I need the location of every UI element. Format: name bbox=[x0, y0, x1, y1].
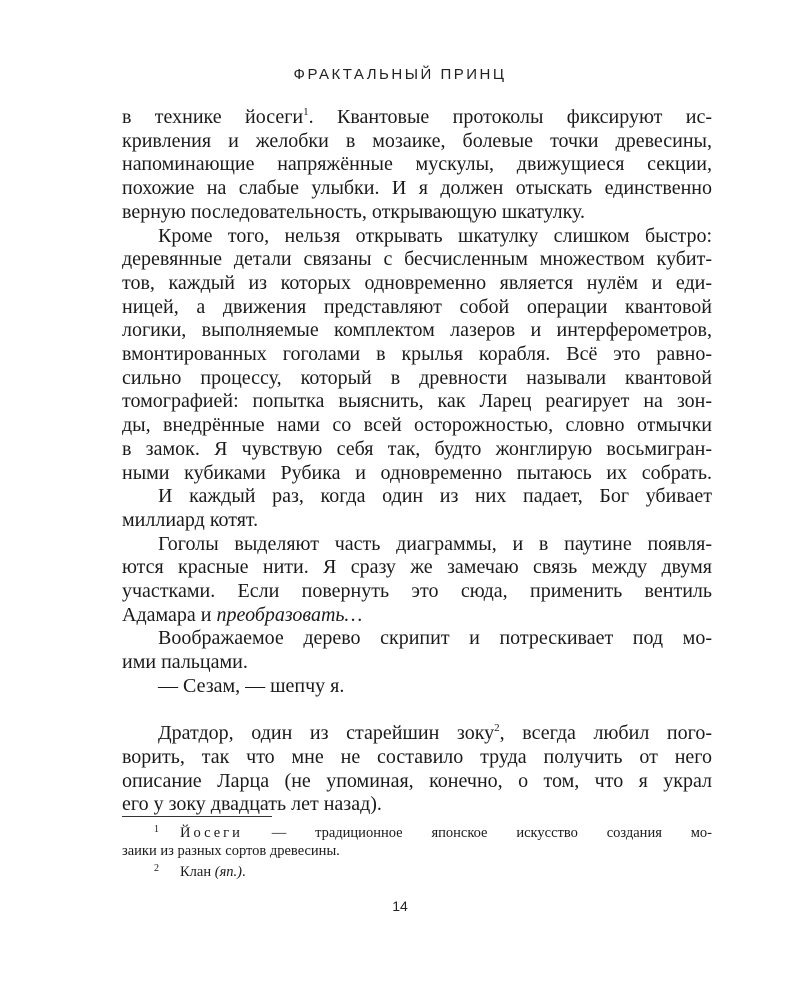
footnote-2: 2 Клан (яп.). bbox=[122, 860, 712, 881]
footnote-number: 2 bbox=[154, 863, 159, 874]
footnote-note: (яп.) bbox=[214, 864, 243, 880]
footnote-ref: 2 bbox=[494, 722, 500, 735]
text-line: участками. Если повернуть это сюда, применить вентиль bbox=[122, 580, 712, 603]
main-text bbox=[122, 106, 712, 817]
text-line: ными кубиками Рубика и одновременно пытаюсь их собрать. bbox=[122, 461, 712, 484]
footnote-1: 1 Йосеги — традиционное японское искусство создания мо- bbox=[122, 821, 712, 842]
text-line: в технике йосеги$^1$. Квантовые протоколы фиксируют ис- bbox=[122, 106, 713, 128]
text-line: сильно процессу, который в древности называли квантовой bbox=[122, 366, 712, 389]
page-number: 14 bbox=[392, 898, 408, 914]
text-line: тов, каждый из которых одновременно является нулём и еди- bbox=[122, 271, 712, 294]
text-line: Кроме того, нельзя открывать шкатулку слишком быстро: bbox=[158, 224, 712, 247]
text-line: верную последовательность, открывающую шкатулку. bbox=[122, 200, 586, 223]
footnote-term: Йосеги bbox=[180, 825, 243, 841]
footnote-ref: 1 bbox=[303, 106, 309, 118]
text-line: похожие на слабые улыбки. И я должен отыскать единственно bbox=[122, 177, 712, 200]
text-line: деревянные детали связаны с бесчисленным множеством кубит- bbox=[122, 248, 712, 271]
text-line: ются красные нити. Я сразу же замечаю связь между двумя bbox=[122, 556, 712, 579]
footnotes bbox=[122, 821, 712, 881]
text-line: ницей, а движения представляют собой операции квантовой bbox=[122, 295, 712, 318]
text-line: миллиард котят. bbox=[122, 508, 259, 531]
text-line: ворить, так что мне не составило труда получить от него bbox=[122, 745, 712, 768]
text-line: описание Ларца (не упоминая, конечно, о том, что я украл bbox=[122, 769, 712, 792]
text-line: напоминающие напряжённые мускулы, движущиеся секции, bbox=[122, 153, 712, 176]
text-line: в замок. Я чувствую себя так, будто жонглирую восьмигран- bbox=[122, 437, 712, 460]
footnote-divider bbox=[122, 816, 272, 817]
italic-text: преобразовать… bbox=[216, 603, 363, 626]
footnote-1-continued: заики из разных сортов древесины. bbox=[122, 843, 340, 859]
text-line: вмонтированных гоголами в крылья корабля. Всё это равно- bbox=[122, 343, 712, 366]
text-line: Адамара и преобразовать… bbox=[122, 603, 363, 626]
running-title: ФРАКТАЛЬНЫЙ ПРИНЦ bbox=[293, 66, 507, 83]
text-line: кривления и желобки в мозаике, болевые точки древесины, bbox=[122, 129, 712, 152]
text-line: его у зоку двадцать лет назад). bbox=[122, 793, 382, 816]
text-line: Гоголы выделяют часть диаграммы, и в паутине появля- bbox=[158, 532, 712, 555]
dialogue-line: — Сезам, — шепчу я. bbox=[158, 674, 345, 697]
footnote-number: 1 bbox=[154, 824, 159, 835]
text-line: И каждый раз, когда один из них падает, Бог убивает bbox=[158, 485, 712, 508]
text-line: Дратдор, один из старейшин зоку$^2$, всегда любил пого- bbox=[158, 722, 712, 745]
section-break bbox=[122, 699, 712, 723]
text-line: ими пальцами. bbox=[122, 651, 248, 674]
text-line: Воображаемое дерево скрипит и потрескивает под мо- bbox=[158, 627, 712, 650]
text-line: томографией: попытка выяснить, как Ларец реагирует на зон- bbox=[122, 390, 712, 413]
text-line: логики, выполняемые комплектом лазеров и интерферометров, bbox=[122, 319, 712, 342]
text-line: ды, внедрённые нами со всей осторожностью, словно отмычки bbox=[122, 414, 712, 437]
